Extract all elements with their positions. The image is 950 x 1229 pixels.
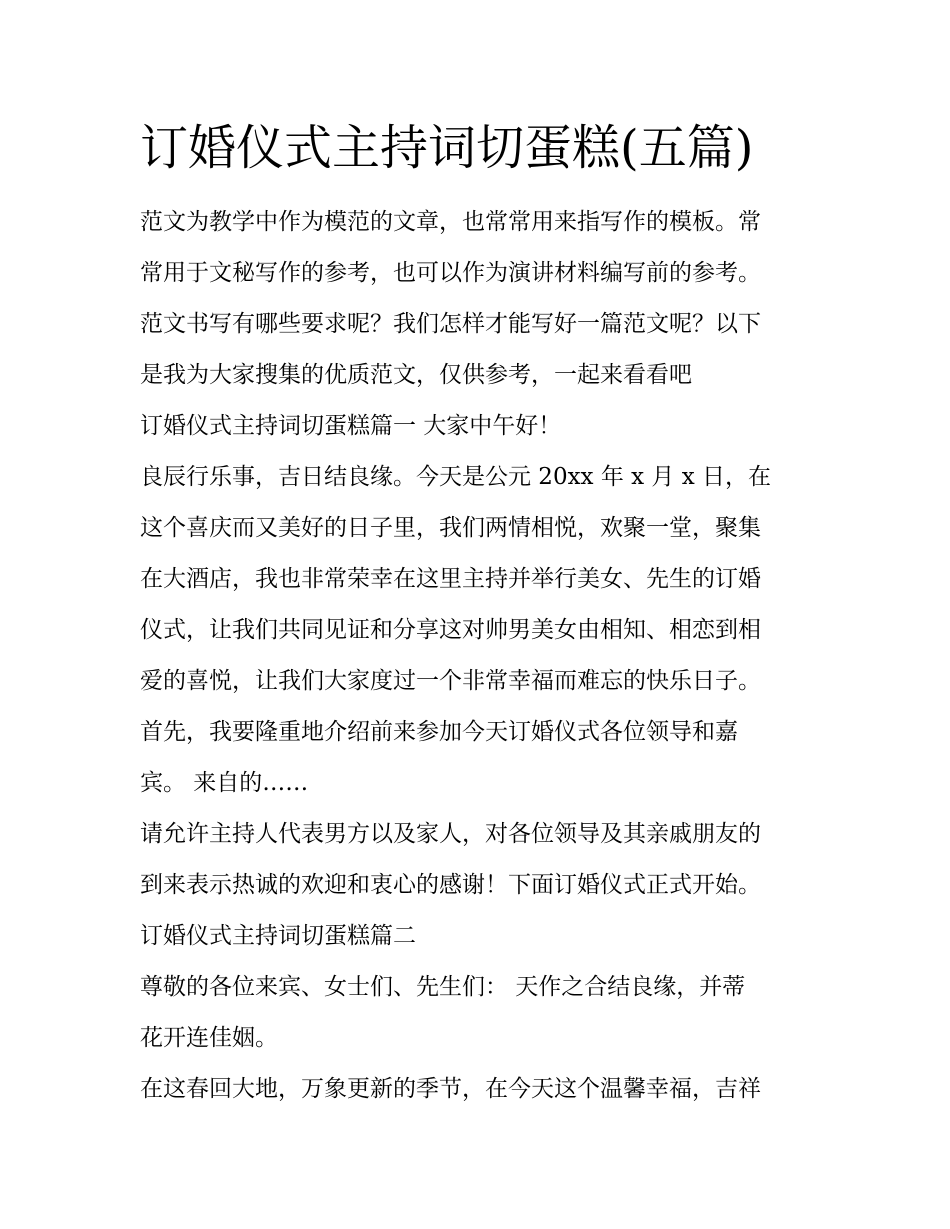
body-line: 到来表示热诚的欢迎和衷心的感谢！下面订婚仪式正式开始。 [140, 872, 761, 898]
body-line: 常用于文秘写作的参考，也可以作为演讲材料编写前的参考。 [140, 260, 761, 286]
body-line: 仪式，让我们共同见证和分享这对帅男美女由相知、相恋到相 [140, 617, 761, 643]
document-title: 订婚仪式主持词切蛋糕(五篇) [140, 120, 754, 176]
body-line: 请允许主持人代表男方以及家人，对各位领导及其亲戚朋友的 [140, 821, 761, 847]
body-line: 在这春回大地，万象更新的季节，在今天这个温馨幸福，吉祥 [140, 1076, 761, 1102]
body-line: 范文为教学中作为模范的文章，也常常用来指写作的模板。常 [140, 209, 761, 235]
body-line: 在大酒店，我也非常荣幸在这里主持并举行美女、先生的订婚 [140, 566, 761, 592]
body-line: 良辰行乐事，吉日结良缘。今天是公元 20xx 年 x 月 x 日，在 [140, 464, 772, 490]
body-line: 宾。 来自的…… [140, 770, 309, 796]
body-line: 花开连佳姻。 [140, 1025, 278, 1051]
document-body [140, 197, 816, 1115]
body-line: 范文书写有哪些要求呢？我们怎样才能写好一篇范文呢？以下 [140, 311, 761, 337]
body-line: 这个喜庆而又美好的日子里，我们两情相悦，欢聚一堂，聚集 [140, 515, 761, 541]
body-line: 首先，我要隆重地介绍前来参加今天订婚仪式各位领导和嘉 [140, 719, 738, 745]
body-line: 爱的喜悦，让我们大家度过一个非常幸福而难忘的快乐日子。 [140, 668, 761, 694]
section-heading-line: 订婚仪式主持词切蛋糕篇二 [140, 923, 416, 949]
body-line: 尊敬的各位来宾、女士们、先生们： 天作之合结良缘，并蒂 [140, 974, 746, 1000]
section-heading-line: 订婚仪式主持词切蛋糕篇一 大家中午好！ [140, 413, 562, 439]
body-line: 是我为大家搜集的优质范文，仅供参考，一起来看看吧 [140, 362, 692, 388]
